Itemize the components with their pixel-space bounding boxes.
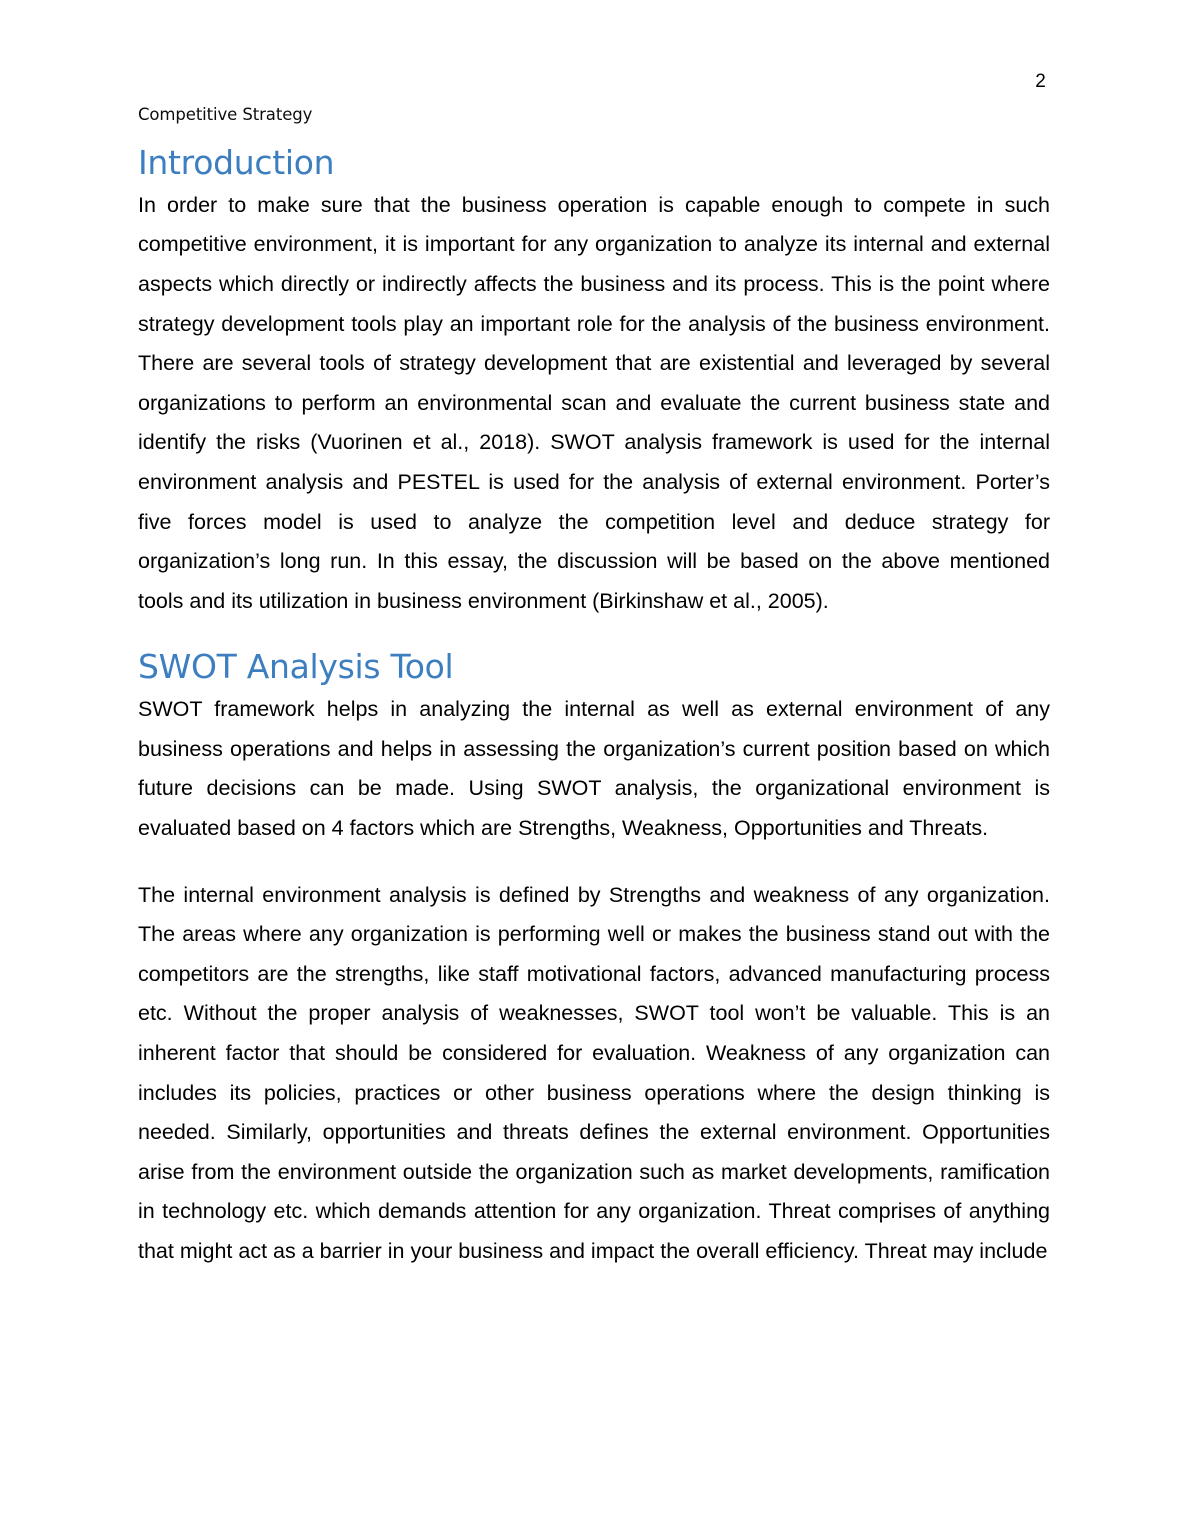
section-heading-introduction: Introduction — [138, 142, 335, 182]
paragraph-swot-1: SWOT framework helps in analyzing the internal as well as external environment of any business operations and helps in assessing the organization’s current position based on which future decisions can be made. Using SWOT analysis, the organizational environment is evaluated based on 4 factors which are Strengths, Weakness, Opportunities and Threats. — [138, 697, 1050, 841]
page-content — [138, 0, 1050, 1272]
running-header: Competitive Strategy — [138, 105, 313, 124]
page-number: 2 — [1035, 71, 1046, 92]
section-heading-swot-analysis-tool: SWOT Analysis Tool — [138, 647, 454, 687]
paragraph-introduction-1: In order to make sure that the business operation is capable enough to compete in such competitive environment, it is important for any organization to analyze its internal and external aspects which directly or indirectly affects the business and its process. This is the point where strategy development tools play an important role for the analysis of the business environment. There are several tools of strategy development that are existential and leveraged by several organizations to perform an environmental scan and evaluate the current business state and identify the risks (Vuorinen et al., 2018). SWOT analysis framework is used for the internal environment analysis and PESTEL is used for the analysis of external environment. Porter’s five forces model is used to analyze the competition level and deduce strategy for organization’s long run. In this essay, the discussion will be based on the above mentioned tools and its utilization in business environment (Birkinshaw et al., 2005). — [138, 192, 1050, 613]
paragraph-swot-2: The internal environment analysis is defined by Strengths and weakness of any organization. The areas where any organization is performing well or makes the business stand out with the competitors are the strengths, like staff motivational factors, advanced manufacturing process etc. Without the proper analysis of weaknesses, SWOT tool won’t be valuable. This is an inherent factor that should be considered for evaluation. Weakness of any organization can includes its policies, practices or other business operations where the design thinking is needed. Similarly, opportunities and threats defines the external environment. Opportunities arise from the environment outside the organization such as market developments, ramification in technology etc. which demands attention for any organization. Threat comprises of anything that might act as a barrier in your business and impact the overall efficiency. Threat may include — [138, 882, 1050, 1263]
